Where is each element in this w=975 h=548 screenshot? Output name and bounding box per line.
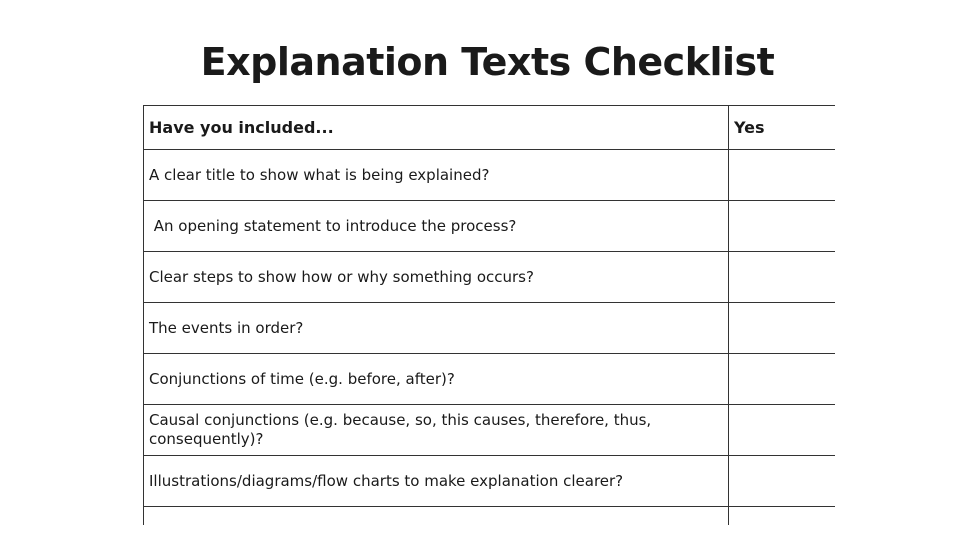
table-row [144, 201, 836, 252]
checklist-item: The events in order? [144, 303, 729, 354]
column-header-yes: Yes [729, 106, 836, 150]
yes-tick-cell[interactable] [729, 405, 836, 456]
checklist-table [143, 105, 835, 525]
yes-tick-cell[interactable] [729, 150, 836, 201]
yes-tick-cell-empty[interactable] [729, 507, 836, 526]
table-row [144, 354, 836, 405]
yes-tick-cell[interactable] [729, 201, 836, 252]
checklist-item: A clear title to show what is being explained? [144, 150, 729, 201]
table-row-cut-off [144, 507, 836, 526]
yes-tick-cell[interactable] [729, 456, 836, 507]
checklist-container [143, 105, 835, 525]
column-header-question: Have you included... [144, 106, 729, 150]
page-title: Explanation Texts Checklist [200, 40, 775, 84]
yes-tick-cell[interactable] [729, 303, 836, 354]
table-row [144, 150, 836, 201]
table-row [144, 405, 836, 456]
header-row [144, 106, 836, 150]
checklist-item: Causal conjunctions (e.g. because, so, this causes, therefore, thus, consequently)? [144, 405, 729, 456]
table-row [144, 456, 836, 507]
checklist-item: Conjunctions of time (e.g. before, after)? [144, 354, 729, 405]
checklist-item: An opening statement to introduce the process? [144, 201, 729, 252]
table-row [144, 252, 836, 303]
yes-tick-cell[interactable] [729, 354, 836, 405]
yes-tick-cell[interactable] [729, 252, 836, 303]
checklist-item: Illustrations/diagrams/flow charts to make explanation clearer? [144, 456, 729, 507]
checklist-item: Clear steps to show how or why something occurs? [144, 252, 729, 303]
table-row [144, 303, 836, 354]
checklist-item-empty [144, 507, 729, 526]
